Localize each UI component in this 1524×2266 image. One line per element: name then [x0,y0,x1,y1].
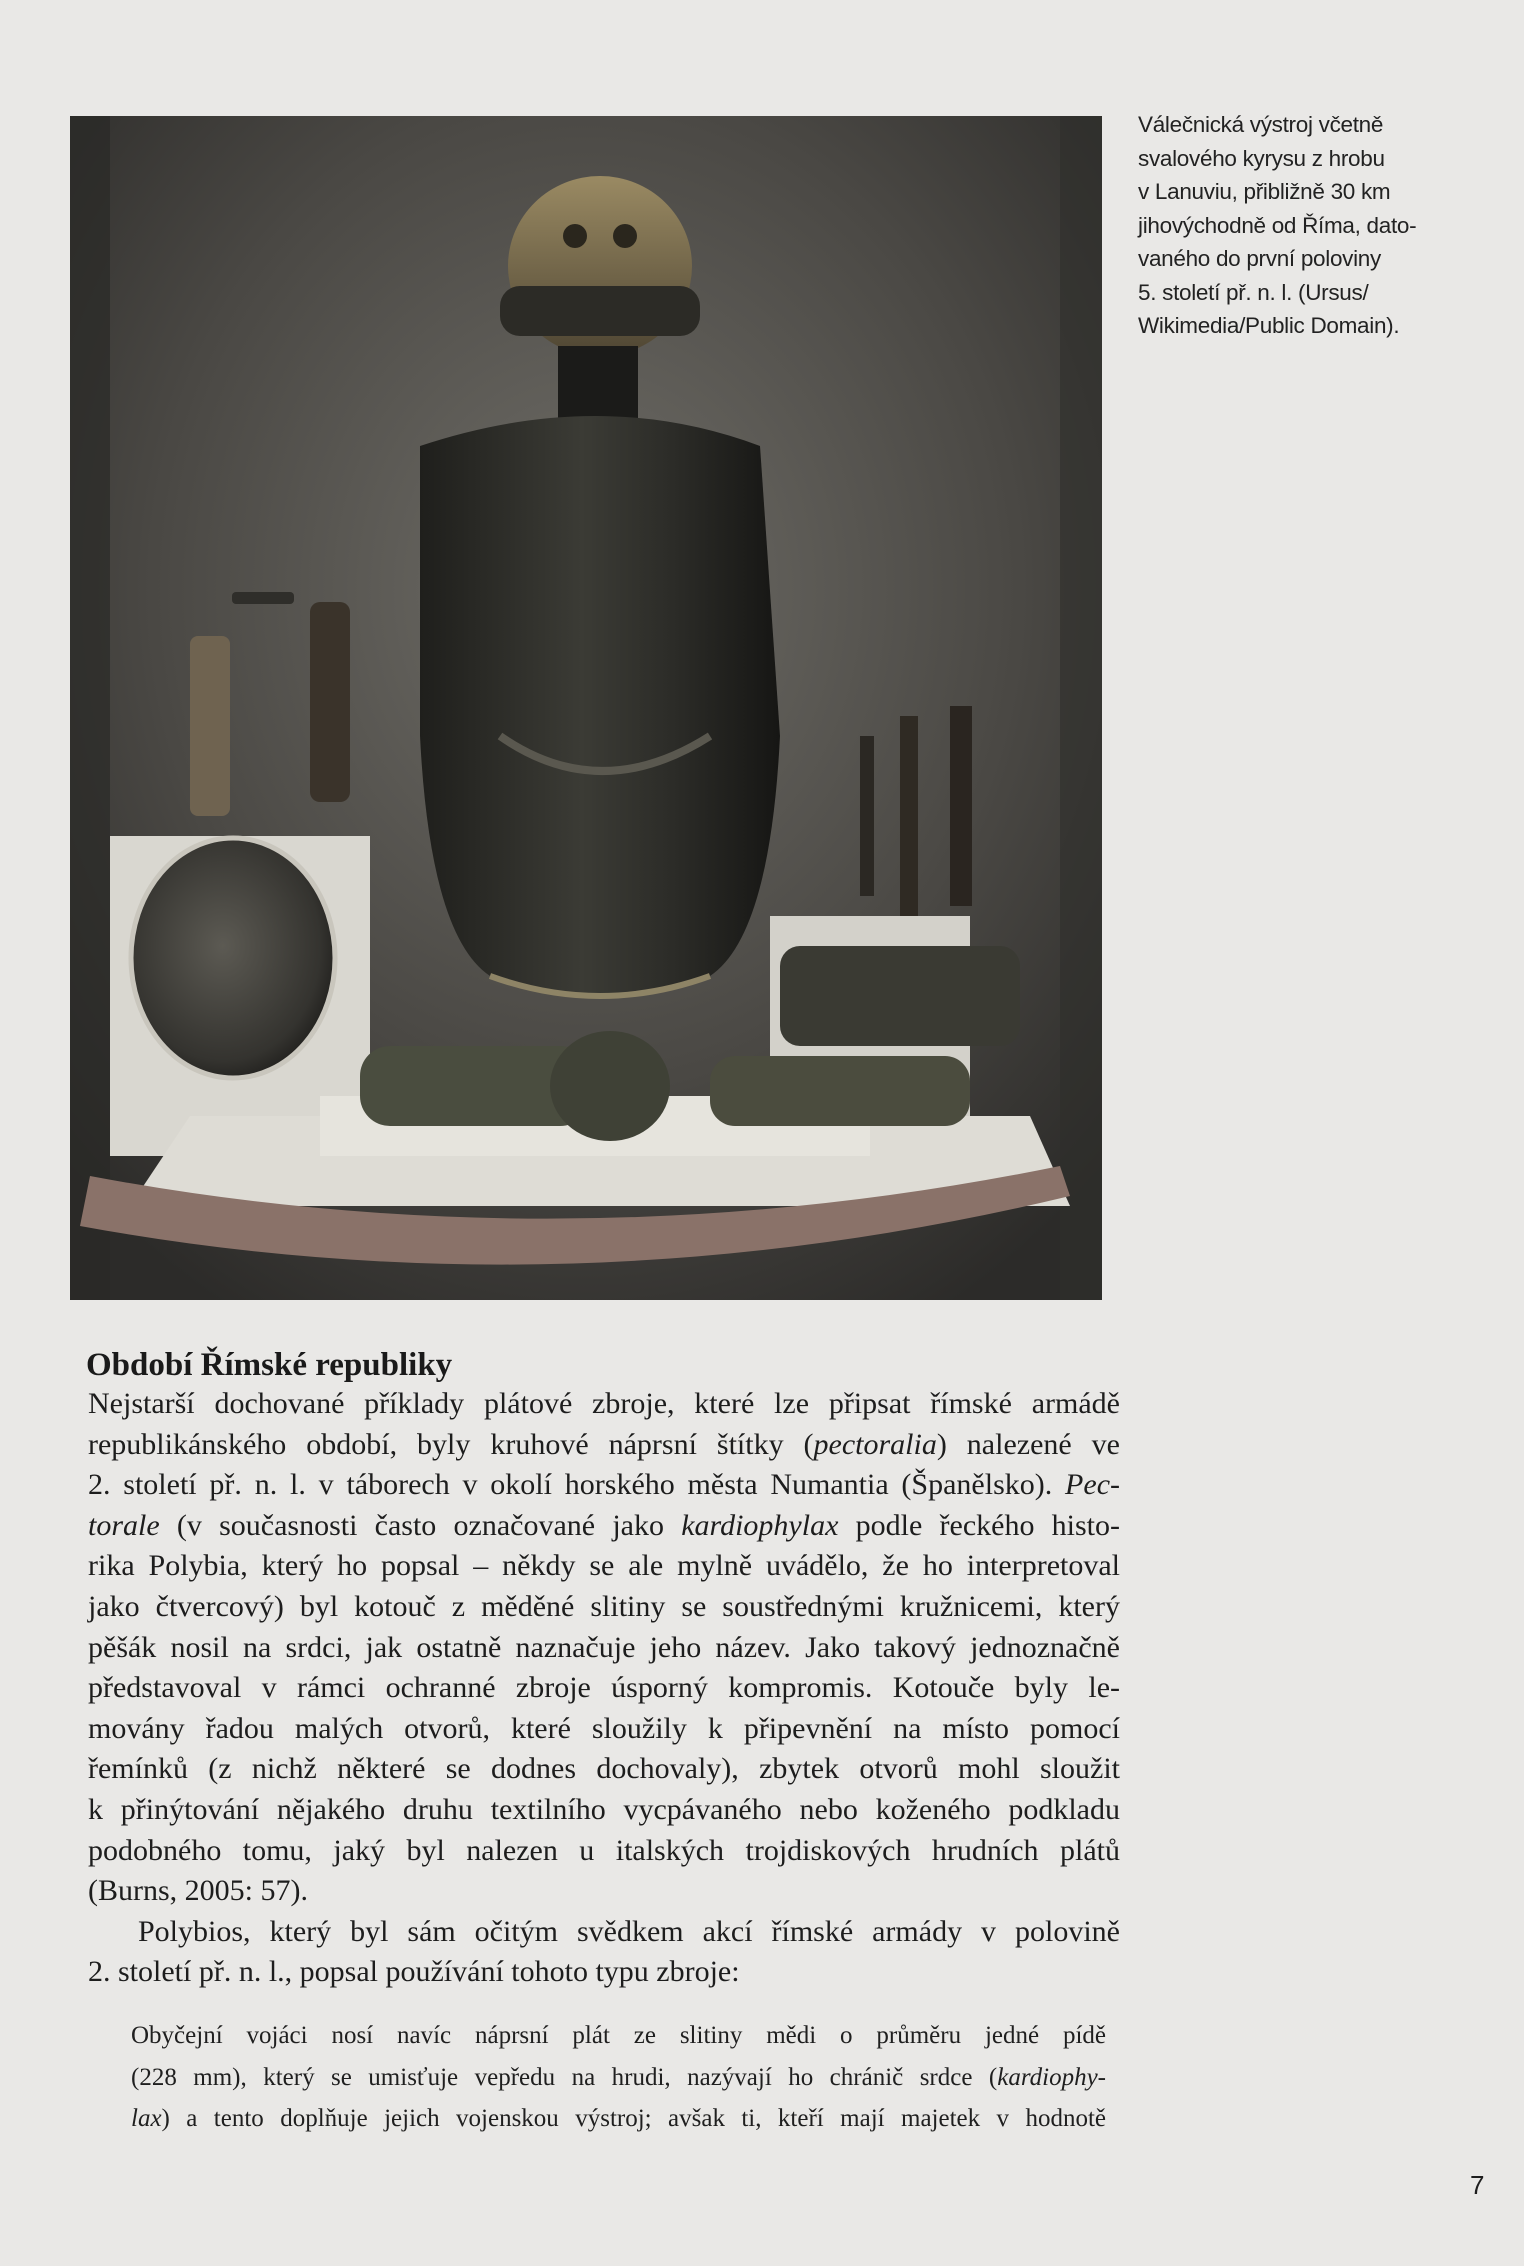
caption-line: jihovýchodně od Říma, dato- [1138,212,1417,238]
page-number: 7 [1470,2170,1485,2200]
quote-line: Obyčejní vojáci nosí navíc náprsní plát ze slitiny mědi o průměru jedné pídě [131,2022,1106,2049]
photo-caption [1138,108,1478,343]
body-line: představoval v rámci ochranné zbroje úsporný kompromis. Kotouče byly le- [88,1671,1120,1705]
body-line: 2. století př. n. l., popsal používání tohoto typu zbroje: [88,1955,740,1989]
body-line: k přinýtování nějakého druhu textilního vycpávaného nebo koženého podkladu [88,1792,1120,1826]
caption-line: v Lanuviu, přibližně 30 km [1138,179,1391,204]
body-line: (Burns, 2005: 57). [88,1874,308,1908]
body-line: jako čtvercový) byl kotouč z měděné slitiny se soustřednými kružnicemi, který [88,1589,1120,1623]
body-line: řemínků (z nichž některé se dodnes dochovaly), zbytek otvorů mohl sloužit [88,1752,1120,1786]
armor-display-photo [70,116,1102,1300]
body-line: 2. století př. n. l. v táborech v okolí horského města Numantia (Španělsko). Pec- [88,1468,1120,1502]
museum-display-image [70,116,1102,1300]
caption-line: svalového kyrysu z hrobu [1138,145,1385,171]
body-line: torale (v současnosti často označované jako kardiophylax podle řeckého histo- [88,1508,1121,1542]
section-heading: Období Římské republiky [86,1347,453,1383]
body-line: republikánského období, byly kruhové náprsní štítky (pectoralia) nalezené ve [88,1427,1120,1461]
body-line: movány řadou malých otvorů, které sloužily k připevnění na místo pomocí [88,1711,1120,1745]
block-quote [131,2015,1106,2140]
caption-line: Válečnická výstroj včetně [1138,112,1384,137]
body-text [88,1384,1120,1993]
caption-line: vaného do první poloviny [1138,246,1381,271]
caption-line: Wikimedia/Public Domain). [1138,313,1400,338]
quote-line: (228 mm), který se umisťuje vepředu na hrudi, nazývají ho chránič srdce (kardiophy- [131,2063,1106,2091]
body-line: pěšák nosil na srdci, jak ostatně naznačuje jeho název. Jako takový jednoznačně [88,1630,1120,1664]
body-line: Nejstarší dochované příklady plátové zbroje, které lze připsat římské armádě [88,1387,1120,1420]
body-line: rika Polybia, který ho popsal – někdy se ale mylně uvádělo, že ho interpretoval [88,1549,1120,1583]
quote-line: lax) a tento doplňuje jejich vojenskou výstroj; avšak ti, kteří mají majetek v hodnotě [131,2105,1106,2132]
body-line: podobného tomu, jaký byl nalezen u italských trojdiskových hrudních plátů [88,1833,1120,1867]
caption-line: 5. století př. n. l. (Ursus/ [1138,279,1369,305]
body-line: Polybios, který byl sám očitým svědkem akcí římské armády v polovině [138,1914,1120,1948]
